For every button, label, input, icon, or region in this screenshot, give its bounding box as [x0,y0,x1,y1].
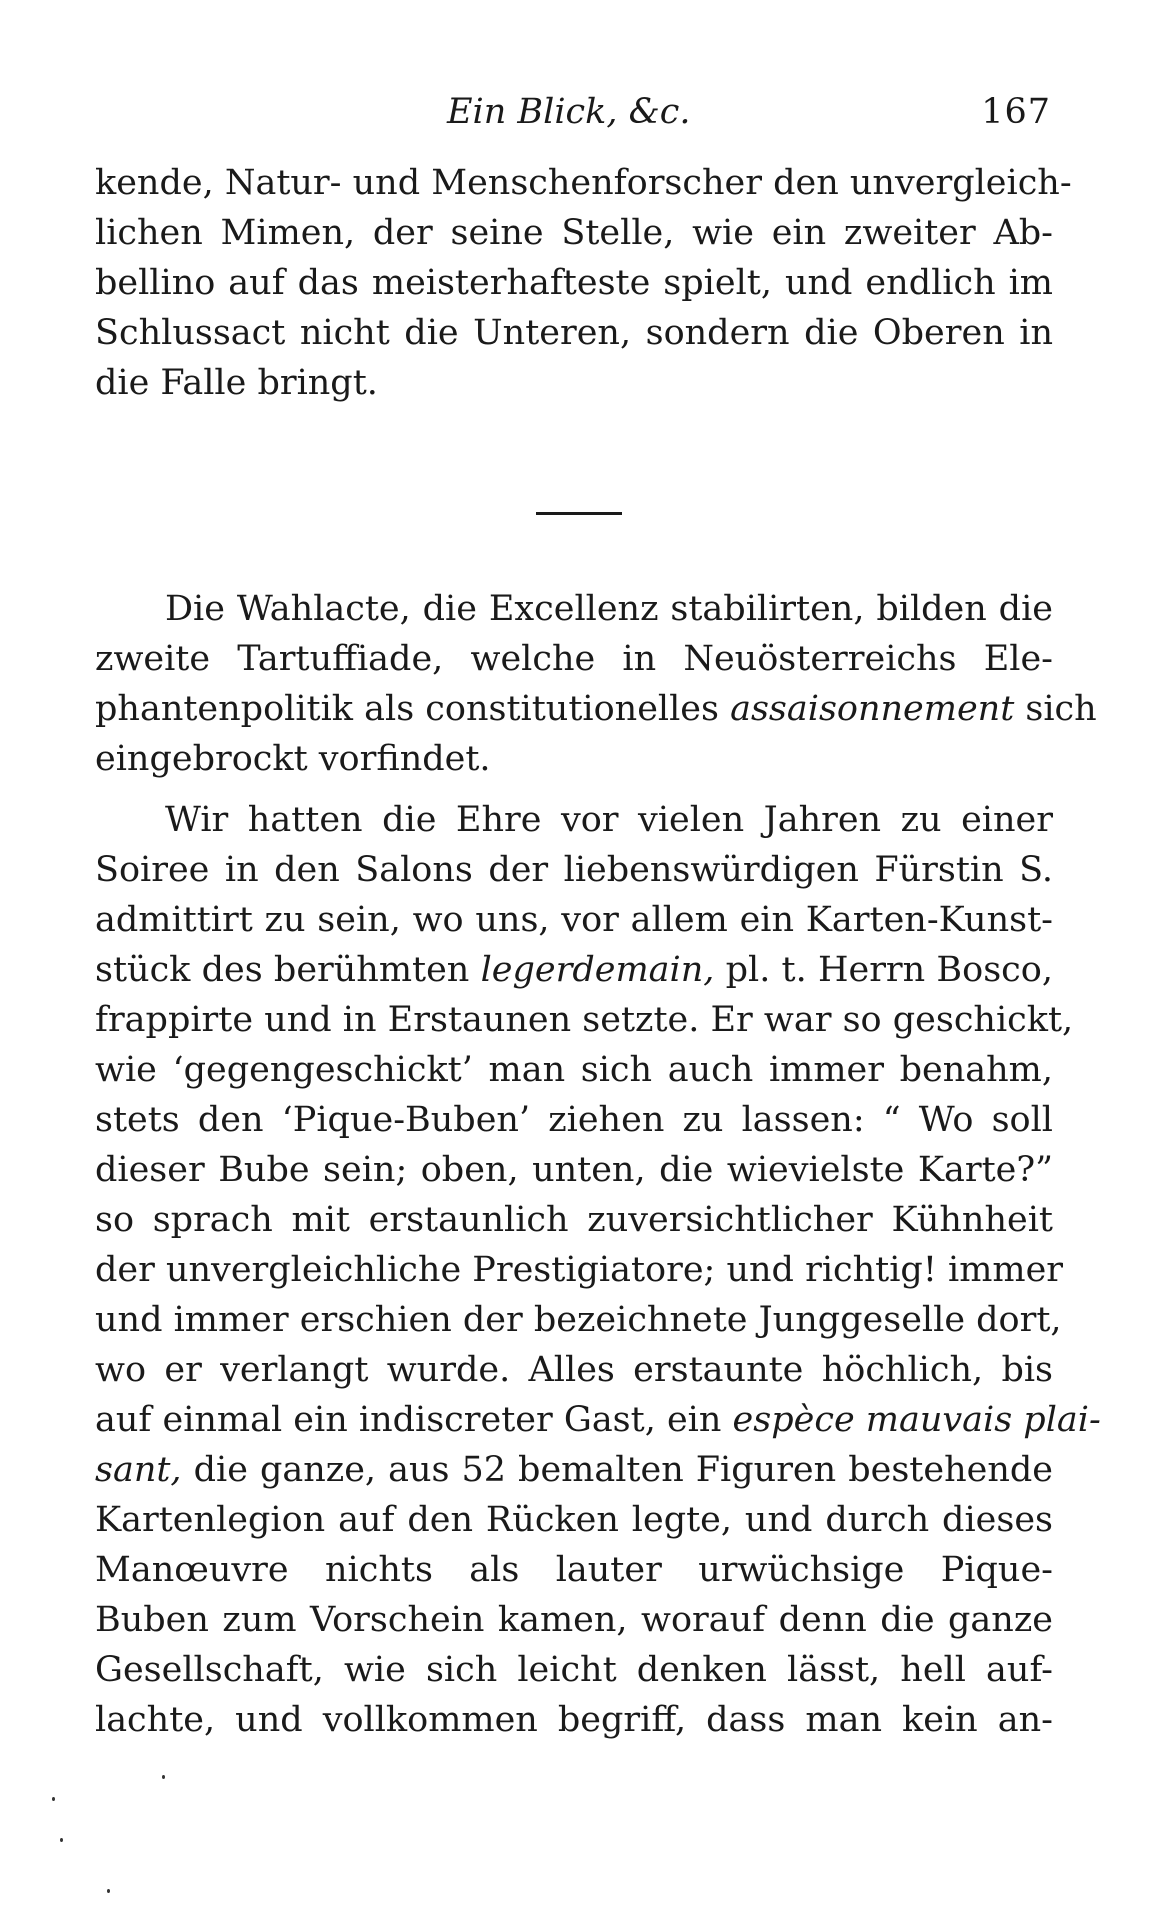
text-line [95,845,1053,895]
speck [52,1797,55,1801]
text-run: phantenpolitik als constitutionelles [95,689,731,729]
text-line [95,995,1074,1045]
text-line [95,1095,1053,1145]
text-line [95,1695,1053,1745]
text-run: auf einmal ein indiscreter Gast, ein [95,1400,733,1440]
text-line: Schlussact nicht die Unteren, sondern die Oberen in [95,313,1053,353]
text-run: so sprach mit erstaunlich zuversichtlicher Kühnheit [95,1200,1053,1240]
italic-phrase: sant, [95,1450,182,1490]
text-run: dieser Bube sein; oben, unten, die wievielste Karte?” [95,1150,1053,1190]
text-line [95,1045,1053,1095]
italic-phrase: legerdemain, [480,950,715,990]
text-run: Buben zum Vorschein kamen, worauf denn die ganze [95,1600,1053,1640]
speck [162,1775,165,1779]
text-run: pl. t. Herrn Bosco, [714,950,1053,990]
text-run: admittirt zu sein, wo uns, vor allem ein Karten-Kunst- [95,900,1053,940]
text-line [95,1595,1053,1645]
text-line [95,945,1053,995]
text-line [95,734,1053,784]
text-line: kende, Natur- und Menschenforscher den unvergleich- [95,163,1072,203]
text-line [95,1195,1053,1245]
text-run: stets den ‘Pique-Buben’ ziehen zu lassen: “ Wo soll [95,1100,1053,1140]
text-run: eingebrockt vorfindet. [95,739,491,779]
text-run: die ganze, aus 52 bemalten Figuren bestehende [181,1450,1053,1490]
text-run: der unvergleichliche Prestigiatore; und richtig! immer [95,1250,1064,1290]
text-line [95,1245,1064,1295]
text-run: Gesellschaft, wie sich leicht denken lässt, hell auf- [95,1650,1053,1690]
italic-phrase: espèce mauvais plai- [732,1400,1101,1440]
speck [60,1838,63,1842]
text-line: lichen Mimen, der seine Stelle, wie ein zweiter Ab- [95,213,1053,253]
text-line [95,1445,1053,1495]
text-line: die Falle bringt. [95,363,378,403]
text-line [95,634,1053,684]
text-run: Kartenlegion auf den Rücken legte, und durch dieses [95,1500,1053,1540]
speck [107,1889,110,1893]
italic-phrase: assaisonnement [730,689,1015,729]
text-run: Die Wahlacte, die Excellenz stabilirten, bilden die [165,589,1053,629]
text-line: bellino auf das meisterhafteste spielt, und endlich im [95,263,1053,303]
section-divider [536,512,622,515]
text-line [95,1345,1053,1395]
text-run: frappirte und in Erstaunen setzte. Er war so geschickt, [95,1000,1074,1040]
text-line [95,1295,1062,1345]
page-number: 167 [981,92,1051,132]
text-line [95,1145,1053,1195]
text-run: stück des berühmten [95,950,481,990]
text-run: zweite Tartuffiade, welche in Neuösterreichs Ele- [95,639,1053,679]
text-line [95,1545,1053,1595]
text-line [95,1395,1101,1445]
text-line [95,795,1053,845]
text-run: Soiree in den Salons der liebenswürdigen Fürstin S. [95,850,1053,890]
text-run: Wir hatten die Ehre vor vielen Jahren zu einer [165,800,1053,840]
text-run: sich [1014,689,1097,729]
text-line [95,895,1053,945]
text-run: wie ‘gegengeschickt’ man sich auch immer benahm, [95,1050,1053,1090]
text-run: lachte, und vollkommen begriff, dass man kein an- [95,1700,1053,1740]
text-run: wo er verlangt wurde. Alles erstaunte höchlich, bis [95,1350,1053,1390]
text-line [95,1495,1053,1545]
text-line [95,684,1097,734]
text-line [95,1645,1053,1695]
text-run: und immer erschien der bezeichnete Junggeselle dort, [95,1300,1062,1340]
text-run: Manœuvre nichts als lauter urwüchsige Pique- [95,1550,1053,1590]
running-head [0,92,1151,142]
text-line [95,584,1053,634]
running-title: Ein Blick, &c. [447,92,691,132]
